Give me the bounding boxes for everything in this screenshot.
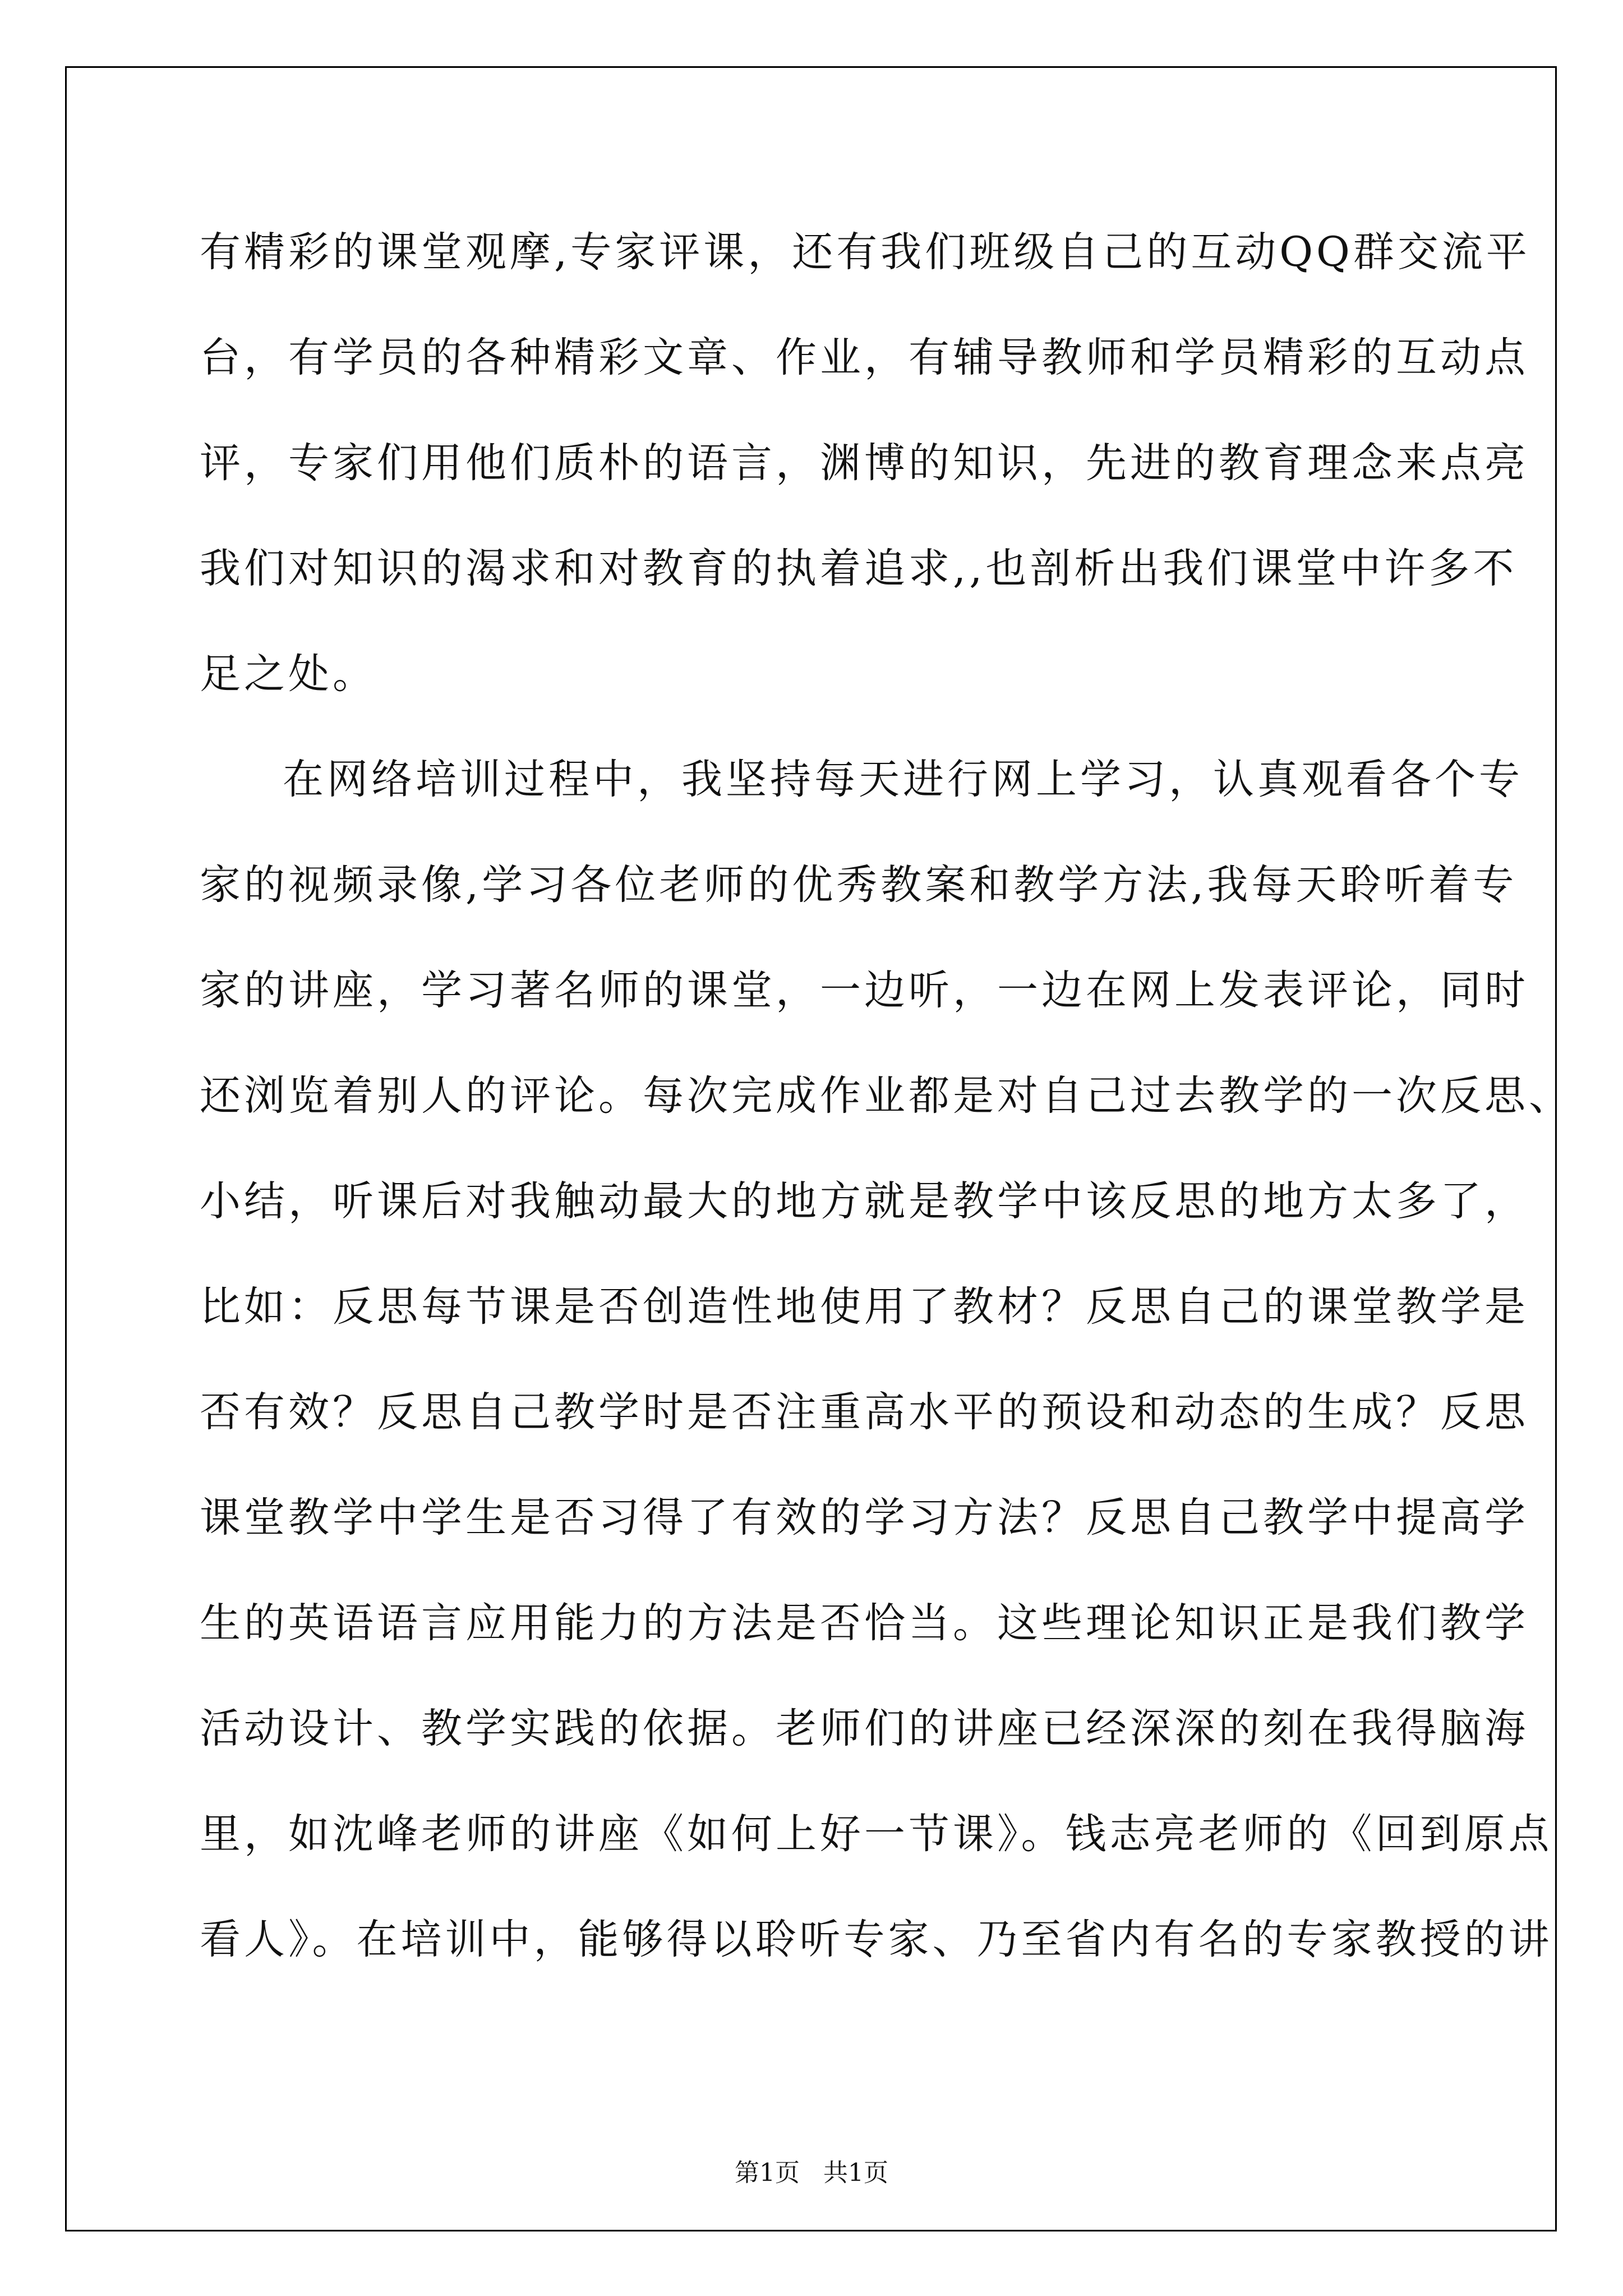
text-line: 我们对知识的渴求和对教育的执着追求,,也剖析出我们课堂中许多不 [200,545,1518,592]
text-line: 比如：反思每节课是否创造性地使用了教材？反思自己的课堂教学是 [200,1283,1529,1331]
text-line: 在网络培训过程中，我坚持每天进行网上学习，认真观看各个专 [283,756,1523,803]
text-line: 家的讲座，学习著名师的课堂，一边听，一边在网上发表评论，同时 [200,967,1529,1014]
text-line: 生的英语语言应用能力的方法是否恰当。这些理论知识正是我们教学 [200,1599,1529,1647]
text-line: 评，专家们用他们质朴的语言，渊博的知识，先进的教育理念来点亮 [200,439,1529,487]
text-line: 小结，听课后对我触动最大的地方就是教学中该反思的地方太多了， [200,1177,1529,1225]
text-line: 里，如沈峰老师的讲座《如何上好一节课》。钱志亮老师的《回到原点 [200,1810,1553,1858]
text-line: 台，有学员的各种精彩文章、作业，有辅导教师和学员精彩的互动点 [200,334,1529,381]
page-number-footer: 第1页 共1页 [735,2159,888,2187]
text-line: 活动设计、教学实践的依据。老师们的讲座已经深深的刻在我得脑海 [200,1705,1529,1752]
text-line: 有精彩的课堂观摩,专家评课，还有我们班级自己的互动QQ群交流平 [200,228,1530,276]
text-line: 否有效？反思自己教学时是否注重高水平的预设和动态的生成？反思 [200,1388,1529,1436]
text-line: 课堂教学中学生是否习得了有效的学习方法？反思自己教学中提高学 [200,1494,1529,1542]
text-line: 家的视频录像,学习各位老师的优秀教案和教学方法,我每天聆听着专 [200,861,1518,909]
text-line: 看人》。在培训中，能够得以聆听专家、乃至省内有名的专家教授的讲 [200,1916,1553,1963]
page-border [65,66,1557,2231]
text-line: 足之处。 [200,650,377,698]
text-line: 还浏览着别人的评论。每次完成作业都是对自己过去教学的一次反思、 [200,1072,1573,1120]
